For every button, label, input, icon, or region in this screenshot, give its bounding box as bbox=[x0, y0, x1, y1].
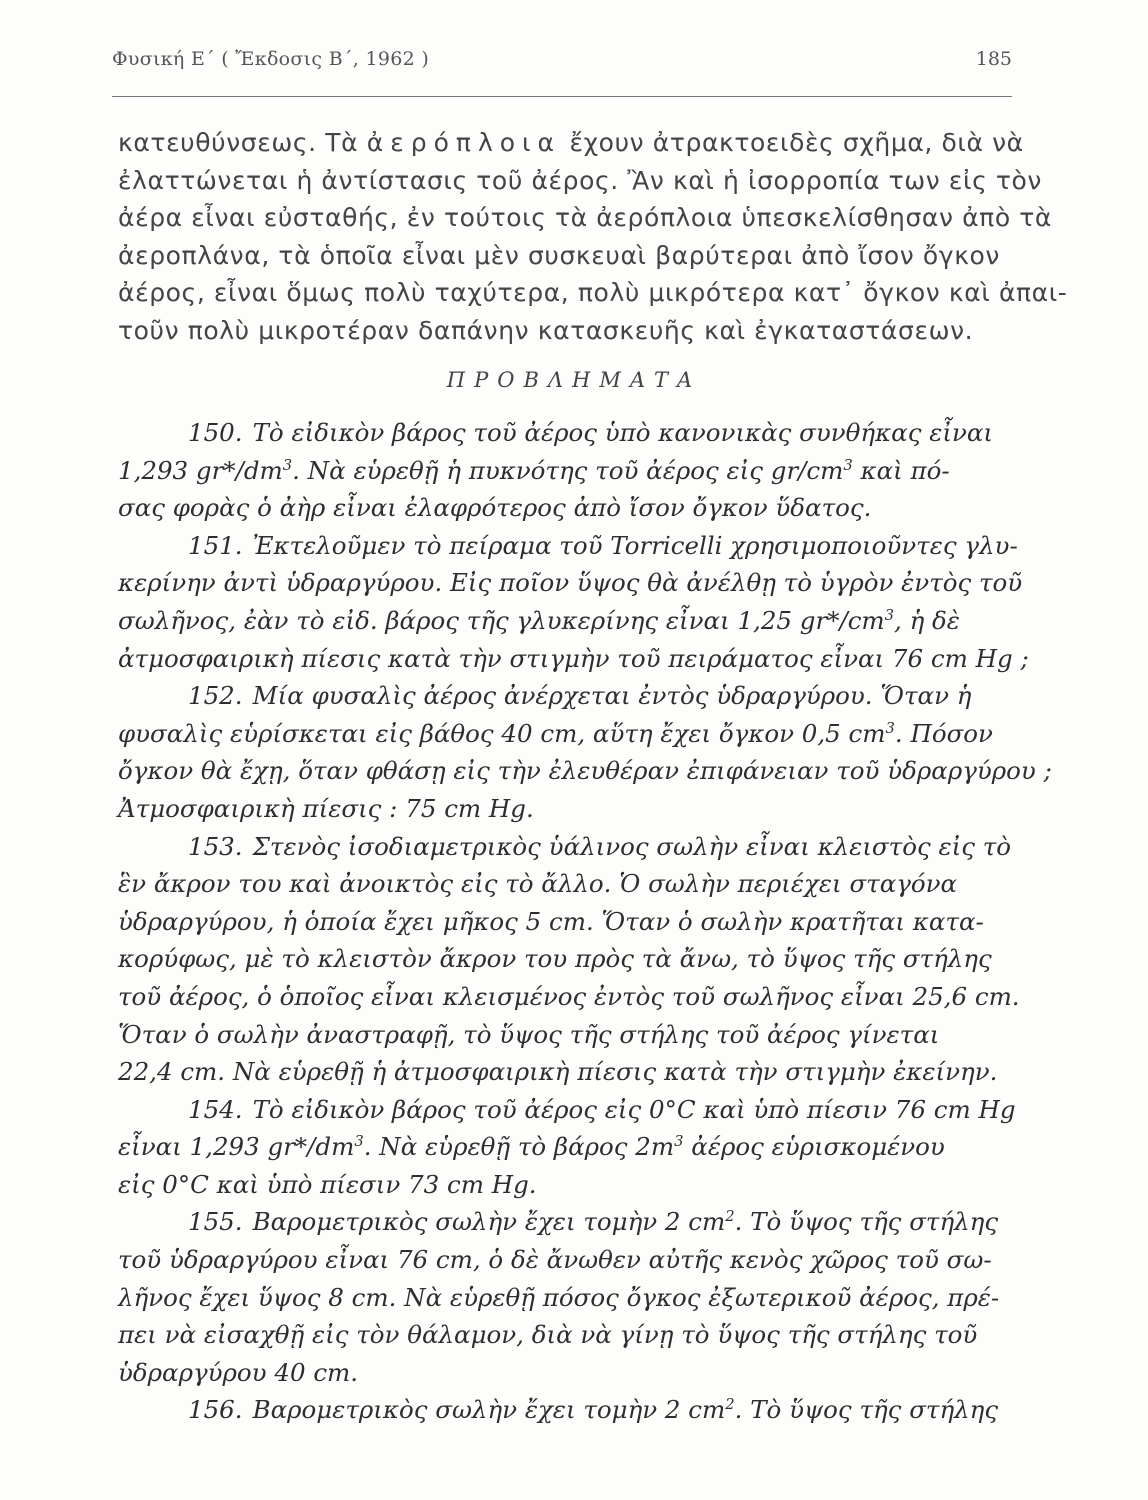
problem-line: σωλῆνος, ἐὰν τὸ εἰδ. βάρος τῆς γλυκερίνης εἶναι 1,25 $gr*/cm^3$, ἡ δὲ bbox=[118, 605, 960, 635]
problem-line: λῆνος ἔχει ὕψος 8 cm. Νὰ εὑρεθῇ πόσος ὄγκος ἐξωτερικοῦ ἀέρος, πρέ- bbox=[118, 1282, 1000, 1312]
problem-number: 151. bbox=[188, 530, 243, 560]
problem-number: 153. bbox=[188, 831, 243, 861]
problem-line: ὄγκον θὰ ἔχῃ, ὅταν φθάσῃ εἰς τὴν ἐλευθέραν ἐπιφάνειαν τοῦ ὑδραργύρου ; bbox=[118, 756, 1052, 786]
problem-number: 150. bbox=[188, 418, 243, 447]
intro-line: ἐλαττώνεται ἡ ἀντίστασις τοῦ ἀέρος. Ἂν καὶ ἡ ἰσορροπία των εἰς τὸν bbox=[118, 165, 1042, 195]
problem-154: 154. Τὸ εἰδικὸν βάρος τοῦ ἀέρος εἰς 0°C καὶ ὑπὸ πίεσιν 76 cm Hg bbox=[188, 1094, 1016, 1124]
problem-line: κερίνην ἀντὶ ὑδραργύρου. Εἰς ποῖον ὕψος θὰ ἀνέλθῃ τὸ ὑγρὸν ἐντὸς τοῦ bbox=[118, 568, 1023, 598]
problem-150: 150. Τὸ εἰδικὸν βάρος τοῦ ἀέρος ὑπὸ κανονικὰς συνθήκας εἶναι bbox=[188, 418, 994, 447]
problem-line: φυσαλὶς εὑρίσκεται εἰς βάθος 40 cm, αὕτη ἔχει ὄγκον 0,5 $cm^3$. Πόσον bbox=[118, 718, 993, 748]
problem-152: 152. Μία φυσαλὶς ἀέρος ἀνέρχεται ἐντὸς ὑδραργύρου. Ὅταν ἡ bbox=[188, 681, 972, 711]
running-head bbox=[112, 48, 1012, 78]
running-title: Φυσική Ε΄ ( Ἔκδοσις Β΄, 1962 ) bbox=[112, 48, 430, 70]
problem-line: 22,4 cm. Νὰ εὑρεθῇ ἡ ἀτμοσφαιρικὴ πίεσις κατὰ τὴν στιγμὴν ἐκείνην. bbox=[118, 1057, 998, 1087]
problem-156: 156. Βαρομετρικὸς σωλὴν ἔχει τομὴν 2 $cm^2$. Τὸ ὕψος τῆς στήλης bbox=[188, 1395, 999, 1425]
problem-number: 155. bbox=[188, 1207, 243, 1237]
intro-line: ἀέρα εἶναι εὐσταθής, ἐν τούτοις τὰ ἀερόπλοια ὑπεσκελίσθησαν ἀπὸ τὰ bbox=[118, 203, 1052, 232]
problem-line: εἶναι 1,293 $gr*/dm^3$. Νὰ εὑρεθῇ τὸ βάρος $2m^3$ ἀέρος εὑρισκομένου bbox=[118, 1132, 945, 1162]
problem-151: 151. Ἐκτελοῦμεν τὸ πείραμα τοῦ Torricelli χρησιμοποιοῦντες γλυ- bbox=[188, 530, 1018, 560]
intro-paragraph bbox=[118, 124, 1068, 349]
problem-line: ἀτμοσφαιρικὴ πίεσις κατὰ τὴν στιγμὴν τοῦ πειράματος εἶναι 76 cm Hg ; bbox=[118, 643, 1029, 673]
intro-line: τοῦν πολὺ μικροτέραν δαπάνην κατασκευῆς καὶ ἐγκαταστάσεων. bbox=[118, 315, 974, 345]
problem-line: ὑδραργύρου, ἡ ὁποία ἔχει μῆκος 5 cm. Ὅταν ὁ σωλὴν κρατῆται κατα- bbox=[118, 906, 984, 936]
problem-number: 152. bbox=[188, 681, 243, 711]
page-number: 185 bbox=[975, 48, 1012, 70]
problem-line: ὑδραργύρου 40 cm. bbox=[118, 1357, 359, 1387]
problem-153: 153. Στενὸς ἰσοδιαμετρικὸς ὑάλινος σωλὴν εἶναι κλειστὸς εἰς τὸ bbox=[188, 831, 1012, 861]
problem-number: 154. bbox=[188, 1094, 243, 1124]
problem-line: 1,293 $gr*/dm^3$. Νὰ εὑρεθῇ ἡ πυκνότης τοῦ ἀέρος εἰς $gr/cm^3$ καὶ πό- bbox=[118, 455, 950, 485]
problem-155: 155. Βαρομετρικὸς σωλὴν ἔχει τομὴν 2 $cm^2$. Τὸ ὕψος τῆς στήλης bbox=[188, 1207, 999, 1237]
problem-number: 156. bbox=[188, 1395, 243, 1425]
problem-line: τοῦ ἀέρος, ὁ ὁποῖος εἶναι κλεισμένος ἐντὸς τοῦ σωλῆνος εἶναι 25,6 cm. bbox=[118, 981, 1020, 1011]
problem-line: εἰς 0°C καὶ ὑπὸ πίεσιν 73 cm Hg. bbox=[118, 1169, 537, 1199]
problem-line: κορύφως, μὲ τὸ κλειστὸν ἄκρον του πρὸς τὰ ἄνω, τὸ ὕψος τῆς στήλης bbox=[118, 944, 992, 974]
problem-line: ἓν ἄκρον του καὶ ἀνοικτὸς εἰς τὸ ἄλλο. Ὁ σωλὴν περιέχει σταγόνα bbox=[118, 869, 958, 899]
problem-line: Ὅταν ὁ σωλὴν ἀναστραφῇ, τὸ ὕψος τῆς στήλης τοῦ ἀέρος γίνεται bbox=[118, 1019, 940, 1049]
problem-line: Ἀτμοσφαιρικὴ πίεσις : 75 cm Hg. bbox=[118, 793, 534, 823]
problem-line: τοῦ ὑδραργύρου εἶναι 76 cm, ὁ δὲ ἄνωθεν αὐτῆς κενὸς χῶρος τοῦ σω- bbox=[118, 1245, 992, 1275]
problem-line: πει νὰ εἰσαχθῇ εἰς τὸν θάλαμον, διὰ νὰ γίνῃ τὸ ὕψος τῆς στήλης τοῦ bbox=[118, 1320, 978, 1350]
header-rule bbox=[112, 96, 1012, 97]
problem-line: σας φορὰς ὁ ἀὴρ εἶναι ἐλαφρότερος ἀπὸ ἴσον ὄγκον ὕδατος. bbox=[118, 493, 872, 523]
spaced-word: ἀερόπλοια bbox=[366, 128, 561, 157]
intro-line: ἀεροπλάνα, τὰ ὁποῖα εἶναι μὲν συσκευαὶ βαρύτεραι ἀπὸ ἴσον ὄγκον bbox=[118, 240, 1000, 270]
intro-line: ἀέρος, εἶναι ὅμως πολὺ ταχύτερα, πολὺ μικρότερα κατ᾽ ὄγκον καὶ ἀπαι- bbox=[118, 278, 1068, 307]
section-heading: ΠΡΟΒΛΗΜΑΤΑ bbox=[446, 368, 702, 392]
intro-line: κατευθύνσεως. Τὰ ἀερόπλοια ἔχουν ἀτρακτοειδὲς σχῆμα, διὰ νὰ bbox=[118, 128, 1024, 157]
problems-list bbox=[118, 414, 1052, 1429]
